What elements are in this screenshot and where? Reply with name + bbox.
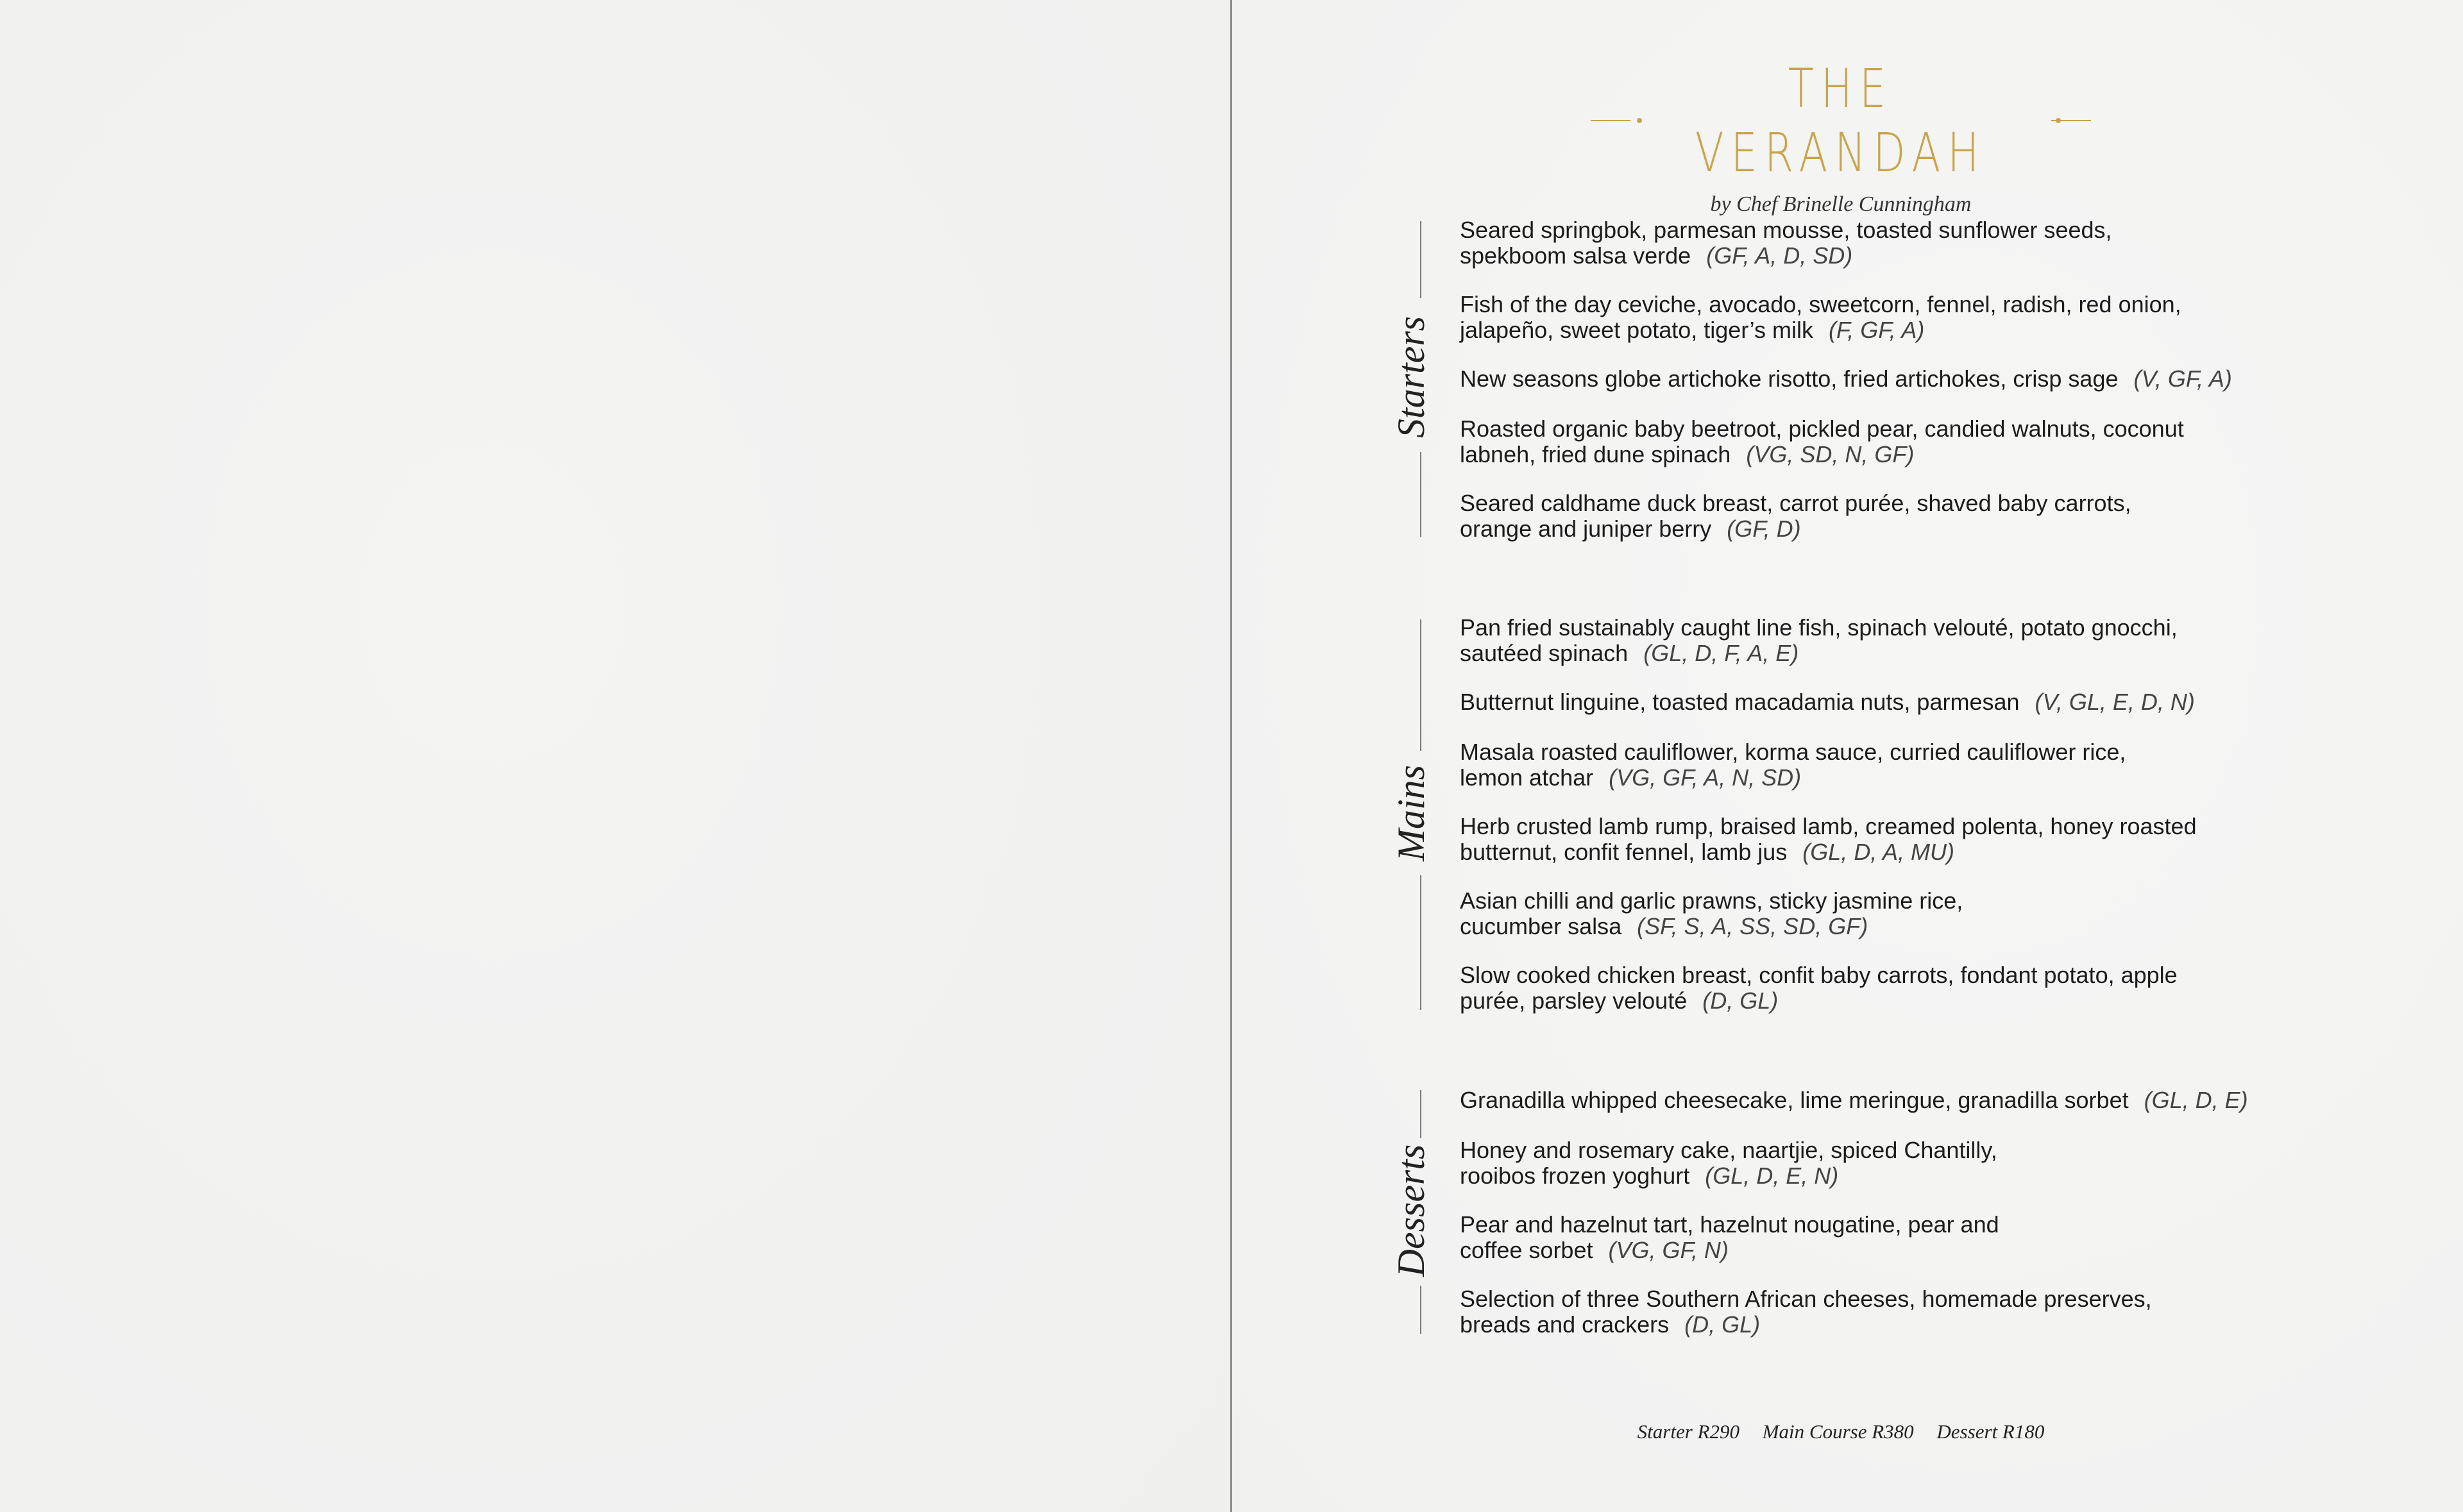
dietary-codes: (V, GF, A) xyxy=(2133,365,2232,392)
dietary-codes: (F, GF, A) xyxy=(1828,317,1925,343)
dish-line: Seared springbok, parmesan mousse, toasted sunflower seeds, xyxy=(1460,217,2112,243)
dish-line: Pear and hazelnut tart, hazelnut nougatine, pear and xyxy=(1460,1211,1999,1238)
dish-line xyxy=(1460,516,2371,542)
ornament-right-icon xyxy=(2049,113,2091,128)
dish-line-text: spekboom salsa verde xyxy=(1460,242,1691,269)
dish-line-text: sautéed spinach xyxy=(1460,640,1629,666)
dish-line-text: Granadilla whipped cheesecake, lime meringue, granadilla sorbet xyxy=(1460,1087,2129,1113)
dessert-price: Dessert R180 xyxy=(1936,1420,2045,1443)
desserts-line-bottom xyxy=(1420,1286,1421,1334)
dietary-codes: (V, GL, E, D, N) xyxy=(2035,689,2195,715)
dietary-codes: (D, GL) xyxy=(1702,987,1779,1014)
dessert-dish-4 xyxy=(1460,1286,2371,1338)
dish-line xyxy=(1460,366,2371,392)
dish-line xyxy=(1460,1312,2371,1338)
dietary-codes: (GL, D, E, N) xyxy=(1705,1163,1839,1189)
dish-line-text: orange and juniper berry xyxy=(1460,516,1712,542)
dish-line xyxy=(1460,641,2371,666)
dietary-codes: (GF, D) xyxy=(1727,516,1801,542)
dessert-dish-3 xyxy=(1460,1212,2371,1263)
starters-line-bottom xyxy=(1420,452,1421,537)
dish-line-text: purée, parsley velouté xyxy=(1460,987,1688,1014)
dish-line xyxy=(1460,1088,2371,1113)
dish-line xyxy=(1460,1163,2371,1189)
starter-dish-4 xyxy=(1460,416,2371,467)
dish-line-text: jalapeño, sweet potato, tiger’s milk xyxy=(1460,317,1813,343)
chef-byline: by Chef Brinelle Cunningham xyxy=(1710,192,1972,216)
dish-line: Selection of three Southern African cheeses, homemade preserves, xyxy=(1460,1286,2152,1312)
mains-heading: Mains xyxy=(1390,765,1432,861)
dish-line-text: breads and crackers xyxy=(1460,1311,1670,1338)
main-dish-2 xyxy=(1460,689,2371,715)
dessert-dish-2 xyxy=(1460,1138,2371,1189)
dish-line: Slow cooked chicken breast, confit baby carrots, fondant potato, apple xyxy=(1460,962,2178,988)
dessert-dish-1 xyxy=(1460,1088,2371,1113)
ornament-left-icon xyxy=(1591,113,1632,128)
restaurant-title: THE VERANDAH xyxy=(1695,57,1986,184)
dietary-codes: (SF, S, A, SS, SD, GF) xyxy=(1637,913,1868,939)
desserts-heading: Desserts xyxy=(1390,1144,1432,1277)
dish-line: Roasted organic baby beetroot, pickled pear, candied walnuts, coconut xyxy=(1460,416,2184,442)
dish-line xyxy=(1460,914,2371,939)
main-dish-4 xyxy=(1460,814,2371,865)
starters-heading: Starters xyxy=(1390,315,1432,439)
dish-line-text: rooibos frozen yoghurt xyxy=(1460,1163,1690,1189)
main-dish-3 xyxy=(1460,739,2371,791)
dish-line xyxy=(1460,839,2371,865)
dietary-codes: (D, GL) xyxy=(1684,1311,1761,1338)
title-row xyxy=(1591,56,2091,185)
dietary-codes: (GF, A, D, SD) xyxy=(1706,242,1853,269)
dish-line xyxy=(1460,765,2371,791)
dietary-codes: (GL, D, A, MU) xyxy=(1802,839,1954,865)
dietary-codes: (VG, GF, N) xyxy=(1608,1237,1729,1263)
dietary-codes: (VG, GF, A, N, SD) xyxy=(1609,764,1802,791)
main-dish-6 xyxy=(1460,962,2371,1014)
dish-line: Honey and rosemary cake, naartjie, spiced Chantilly, xyxy=(1460,1137,1997,1163)
dish-line xyxy=(1460,689,2371,715)
starter-dish-1 xyxy=(1460,217,2371,269)
dish-line: Pan fried sustainably caught line fish, spinach velouté, potato gnocchi, xyxy=(1460,614,2178,641)
dish-line xyxy=(1460,988,2371,1014)
main-dish-5 xyxy=(1460,888,2371,939)
dish-line xyxy=(1460,442,2371,467)
dish-line: Seared caldhame duck breast, carrot purée, shaved baby carrots, xyxy=(1460,490,2131,516)
starter-dish-5 xyxy=(1460,491,2371,542)
price-footer xyxy=(1591,1420,2091,1443)
dish-line-text: labneh, fried dune spinach xyxy=(1460,441,1731,467)
mains-line-top xyxy=(1420,619,1421,751)
left-page xyxy=(0,0,1230,1512)
starter-dish-3 xyxy=(1460,366,2371,392)
dish-line-text: lemon atchar xyxy=(1460,764,1594,791)
main-course-price: Main Course R380 xyxy=(1762,1420,1914,1443)
dish-line-text: cucumber salsa xyxy=(1460,913,1622,939)
dietary-codes: (VG, SD, N, GF) xyxy=(1746,441,1915,467)
dish-line xyxy=(1460,317,2371,343)
dish-line: Asian chilli and garlic prawns, sticky jasmine rice, xyxy=(1460,887,1963,914)
dish-line-text: coffee sorbet xyxy=(1460,1237,1593,1263)
dish-line: Masala roasted cauliflower, korma sauce, curried cauliflower rice, xyxy=(1460,739,2126,765)
desserts-line-top xyxy=(1420,1090,1421,1138)
dish-line xyxy=(1460,243,2371,269)
starter-price: Starter R290 xyxy=(1637,1420,1739,1443)
dietary-codes: (GL, D, F, A, E) xyxy=(1643,640,1799,666)
starters-line-top xyxy=(1420,221,1421,298)
dish-line-text: butternut, confit fennel, lamb jus xyxy=(1460,839,1788,865)
mains-line-bottom xyxy=(1420,875,1421,1010)
dish-line xyxy=(1460,1238,2371,1263)
dish-line: Herb crusted lamb rump, braised lamb, creamed polenta, honey roasted xyxy=(1460,813,2197,839)
dish-line: Fish of the day ceviche, avocado, sweetcorn, fennel, radish, red onion, xyxy=(1460,291,2181,317)
dish-line-text: Butternut linguine, toasted macadamia nuts, parmesan xyxy=(1460,689,2020,715)
dish-line-text: New seasons globe artichoke risotto, fried artichokes, crisp sage xyxy=(1460,365,2119,392)
dietary-codes: (GL, D, E) xyxy=(2144,1087,2248,1113)
menu-header xyxy=(1591,56,2091,217)
main-dish-1 xyxy=(1460,615,2371,666)
starter-dish-2 xyxy=(1460,292,2371,343)
